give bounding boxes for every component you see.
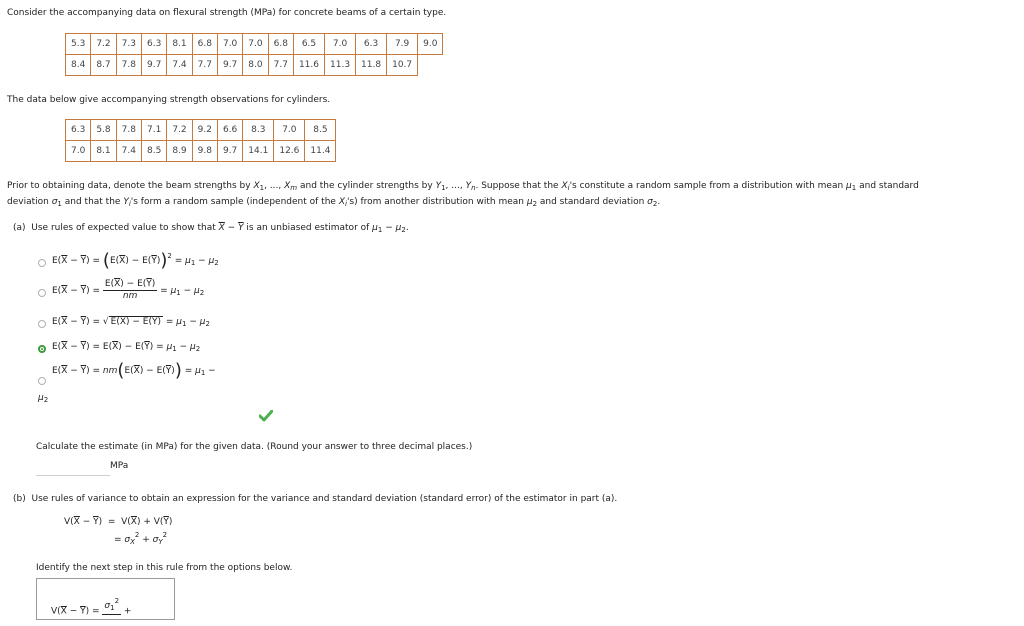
option-2-expression: $E(\overline{X} - \overline{Y})$ = $\frac{E(\overline{X}) - E(\overline{Y})}{nm}$ = $\mu_1 - \mu_2$ bbox=[52, 279, 205, 301]
part-a-question: (a) Use rules of expected value to show that $\overline{X} - \overline{Y}$ is an unbiased estimator of $\mu_1 - \mu_2$. bbox=[13, 223, 409, 234]
table-cell: 7.9 bbox=[387, 34, 418, 55]
option-radio-1[interactable] bbox=[38, 259, 46, 267]
table-cell: 7.0 bbox=[217, 34, 242, 55]
table-cell: 7.3 bbox=[116, 34, 141, 55]
table-cell: 8.5 bbox=[141, 141, 166, 162]
table-cell: 7.2 bbox=[167, 120, 192, 141]
table-cell: 5.8 bbox=[91, 120, 116, 141]
option-radio-3[interactable] bbox=[38, 320, 46, 328]
table-cell: 5.3 bbox=[66, 34, 91, 55]
table-cell: 9.2 bbox=[192, 120, 217, 141]
table-cell: 6.5 bbox=[293, 34, 324, 55]
cylinder-intro-text: The data below give accompanying strength observations for cylinders. bbox=[7, 95, 331, 105]
calculate-prompt: Calculate the estimate (in MPa) for the given data. (Round your answer to three decimal places.) bbox=[36, 442, 473, 452]
table-cell: 7.0 bbox=[274, 120, 305, 141]
table-cell: 7.0 bbox=[66, 141, 91, 162]
table-cell: 6.6 bbox=[217, 120, 242, 141]
table-cell: 9.8 bbox=[192, 141, 217, 162]
table-row bbox=[66, 120, 336, 141]
variance-option-expression: $V(\overline{X} - \overline{Y})$ = $\sigma_1^2$ + bbox=[51, 597, 132, 617]
table-cell: 9.7 bbox=[141, 55, 166, 76]
table-cell: 6.8 bbox=[268, 34, 293, 55]
variance-step-2: = $\sigma_X^2 + \sigma_Y^2$ bbox=[114, 531, 168, 546]
table-cell: 11.6 bbox=[293, 55, 324, 76]
table-cell: 7.8 bbox=[116, 55, 141, 76]
prior-paragraph-line-1: Prior to obtaining data, denote the beam strengths by $X_1$, ..., $X_m$ and the cylinder strengths by $Y_1$, ..., $Y_n$. Suppose that the $X_i's$ constitute a random sample from a distribution with mean $\mu_1$ and standard bbox=[7, 181, 919, 192]
variance-option-box[interactable] bbox=[36, 578, 175, 620]
table-cell: 7.2 bbox=[91, 34, 116, 55]
table-cell: 9.0 bbox=[418, 34, 443, 55]
table-cell: 12.6 bbox=[274, 141, 305, 162]
table-cell: 7.4 bbox=[116, 141, 141, 162]
table-cell: 8.1 bbox=[91, 141, 116, 162]
prior-paragraph-line-2: deviation $\sigma_1$ and that the $Y_i's$ form a random sample (independent of the $X_i's$) from another distribution with mean $\mu_2$ and standard deviation $\sigma_2$. bbox=[7, 197, 661, 208]
table-cell: 8.4 bbox=[66, 55, 91, 76]
option-radio-4[interactable] bbox=[38, 345, 46, 353]
table-cell: 8.7 bbox=[91, 55, 116, 76]
option-5-expression: $E(\overline{X} - \overline{Y}) = nm(E(\overline{X}) - E(\overline{Y})) = \mu_1$ − bbox=[52, 360, 216, 381]
table-cell: 6.8 bbox=[192, 34, 217, 55]
table-cell: 7.8 bbox=[116, 120, 141, 141]
table-row bbox=[66, 141, 336, 162]
part-b-question: (b) Use rules of variance to obtain an expression for the variance and standard deviation (standard error) of the estimator in part (a). bbox=[13, 494, 618, 504]
table-cell: 6.3 bbox=[141, 34, 166, 55]
table-cell: 7.7 bbox=[268, 55, 293, 76]
check-icon bbox=[259, 410, 273, 422]
table-cell: 11.4 bbox=[305, 141, 336, 162]
table-cell: 10.7 bbox=[387, 55, 418, 76]
estimate-answer-input[interactable] bbox=[36, 459, 110, 476]
table-cell: 8.3 bbox=[243, 120, 274, 141]
option-4-expression: $E(\overline{X} - \overline{Y}) = E(\overline{X}) - E(\overline{Y}) = \mu_1 - \mu_2$ bbox=[52, 342, 201, 353]
intro-text: Consider the accompanying data on flexural strength (MPa) for concrete beams of a certain type. bbox=[7, 8, 447, 18]
option-radio-5[interactable] bbox=[38, 377, 46, 385]
beam-data-table bbox=[65, 33, 443, 76]
table-cell: 6.3 bbox=[356, 34, 387, 55]
table-cell: 7.0 bbox=[325, 34, 356, 55]
table-cell: 8.1 bbox=[167, 34, 192, 55]
unit-label: MPa bbox=[110, 461, 129, 471]
table-cell: 11.8 bbox=[356, 55, 387, 76]
option-3-expression: $E(\overline{X} - \overline{Y})$ = √ $E(\overline{X}) - E(\overline{Y}) = \mu_1 - \mu_2$ bbox=[52, 317, 210, 328]
table-row bbox=[66, 34, 443, 55]
cylinder-data-table bbox=[65, 119, 336, 162]
table-cell: 14.1 bbox=[243, 141, 274, 162]
option-1-expression: $E(\overline{X} - \overline{Y}) = (E(\overline{X}) - E(\overline{Y}))^2 = \mu_1 - \mu_2$ bbox=[52, 250, 219, 271]
table-cell: 9.7 bbox=[217, 55, 242, 76]
table-cell: 7.4 bbox=[167, 55, 192, 76]
table-cell: 7.7 bbox=[192, 55, 217, 76]
table-cell: 9.7 bbox=[217, 141, 242, 162]
variance-step-1: $V(\overline{X} - \overline{Y}) = V(\overline{X}) + V(\overline{Y})$ bbox=[64, 517, 173, 527]
table-cell: 8.5 bbox=[305, 120, 336, 141]
table-row bbox=[66, 55, 443, 76]
table-cell: 11.3 bbox=[325, 55, 356, 76]
table-cell: 6.3 bbox=[66, 120, 91, 141]
option-5-expression-wrap: $\mu_2$ bbox=[38, 393, 49, 404]
table-cell: 7.0 bbox=[243, 34, 268, 55]
option-radio-2[interactable] bbox=[38, 289, 46, 297]
table-cell: 8.9 bbox=[167, 141, 192, 162]
table-cell: 8.0 bbox=[243, 55, 268, 76]
identify-prompt: Identify the next step in this rule from the options below. bbox=[36, 563, 293, 573]
table-cell: 7.1 bbox=[141, 120, 166, 141]
